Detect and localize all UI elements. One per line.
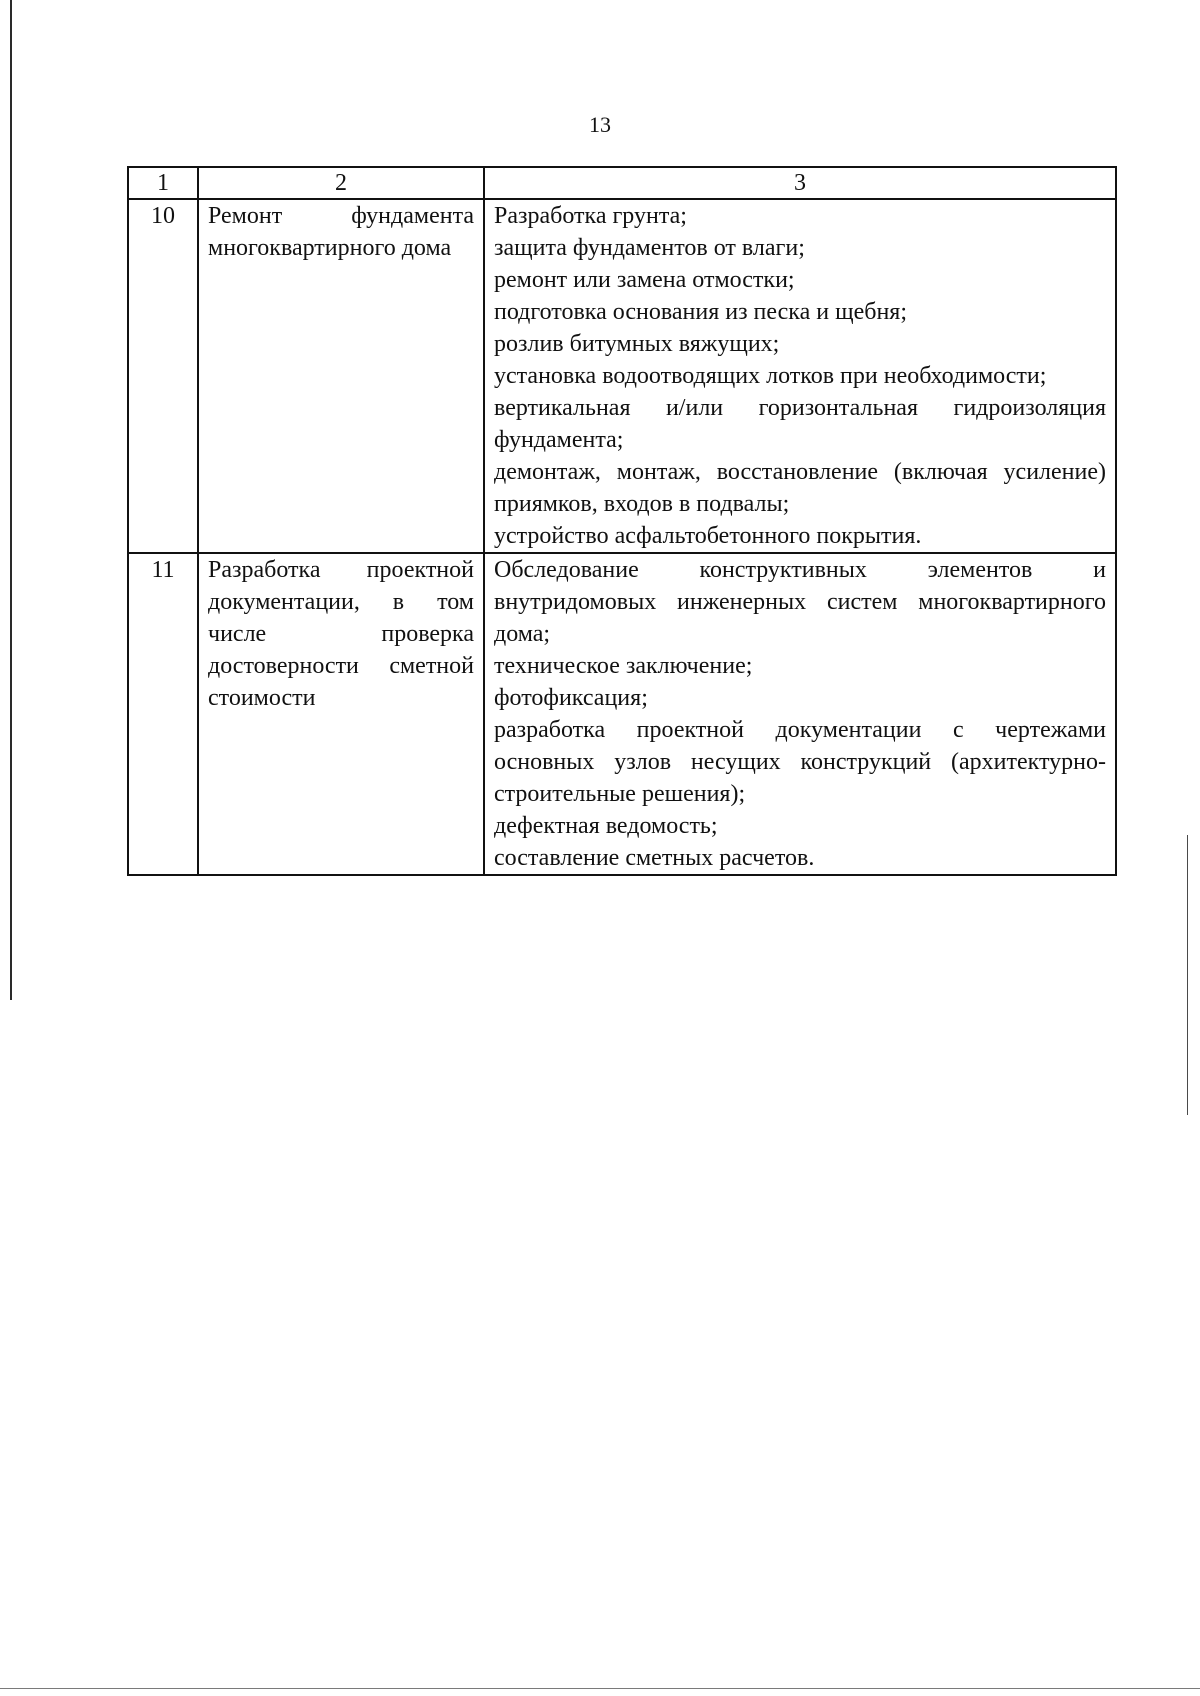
work-item: составление сметных расчетов. xyxy=(494,845,815,871)
work-item: устройство асфальтобетонного покрытия. xyxy=(494,523,922,549)
work-item: фотофиксация; xyxy=(494,685,648,711)
work-type-name: Разработка проектной документации, в том числе проверка достоверности сметной стоимости xyxy=(198,553,484,875)
work-item: розлив битумных вяжущих; xyxy=(494,331,780,357)
work-item: техническое заключение; xyxy=(494,653,753,679)
page-number: 13 xyxy=(589,112,611,137)
row-number: 10 xyxy=(128,199,198,553)
work-type-name: Ремонт фундамента многоквартирного дома xyxy=(198,199,484,553)
column-header-3: 3 xyxy=(484,167,1116,199)
work-item: вертикальная и/или горизонтальная гидроизоляция фундамента; xyxy=(494,395,1106,453)
column-header-1: 1 xyxy=(128,167,198,199)
work-item: Обследование конструктивных элементов и внутридомовых инженерных систем многоквартирного дома; xyxy=(494,557,1106,647)
works-list xyxy=(484,553,1116,875)
work-item: защита фундаментов от влаги; xyxy=(494,235,805,261)
table-header-row xyxy=(128,167,1116,199)
work-item: демонтаж, монтаж, восстановление (включая усиление) приямков, входов в подвалы; xyxy=(494,459,1106,517)
row-number: 11 xyxy=(128,553,198,875)
work-item: разработка проектной документации с чертежами основных узлов несущих конструкций (архитектурно-строительные решения); xyxy=(494,717,1106,807)
scan-edge-left xyxy=(10,0,12,1000)
table-row xyxy=(128,199,1116,553)
column-header-2: 2 xyxy=(198,167,484,199)
works-table xyxy=(127,166,1117,876)
work-item: подготовка основания из песка и щебня; xyxy=(494,299,907,325)
scan-edge-right xyxy=(1187,835,1188,1115)
work-item: Разработка грунта; xyxy=(494,203,687,229)
works-list xyxy=(484,199,1116,553)
work-item: ремонт или замена отмостки; xyxy=(494,267,795,293)
table-row xyxy=(128,553,1116,875)
scan-edge-bottom xyxy=(0,1688,1200,1689)
work-item: дефектная ведомость; xyxy=(494,813,718,839)
work-item: установка водоотводящих лотков при необходимости; xyxy=(494,363,1047,389)
